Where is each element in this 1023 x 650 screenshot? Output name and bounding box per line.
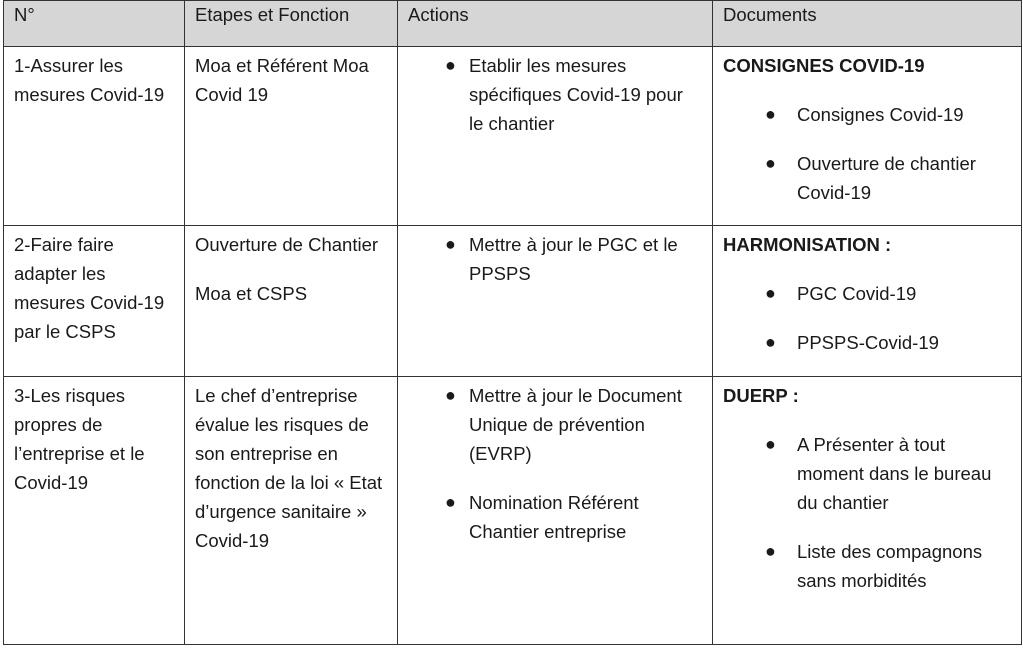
etape-text: Le chef d’entreprise évalue les risques de son entreprise en fonction de la loi « Etat d’urgence sanitaire » Covid-19 — [195, 385, 383, 551]
documents-list — [723, 100, 1011, 207]
list-item — [723, 430, 1011, 517]
document-text: Ouverture de chantier Covid-19 — [797, 153, 976, 203]
action-text: Nomination Référent Chantier entreprise — [469, 492, 639, 542]
list-item — [408, 230, 702, 288]
cell-etapes — [185, 226, 398, 377]
list-item — [723, 537, 1011, 595]
documents-heading: DUERP : — [723, 385, 799, 406]
row-num-text: 2-Faire faire adapter les mesures Covid-19 par le CSPS — [14, 234, 165, 342]
list-item — [408, 381, 702, 468]
bullet-icon: ● — [445, 492, 456, 512]
table-row — [4, 377, 1022, 645]
cell-documents — [713, 47, 1022, 226]
procedure-table — [3, 0, 1022, 645]
bullet-icon: ● — [765, 332, 776, 352]
documents-heading: CONSIGNES COVID-19 — [723, 55, 925, 76]
document-text: PPSPS-Covid-19 — [797, 332, 939, 353]
etape-text: Moa et CSPS — [195, 283, 308, 304]
bullet-icon: ● — [765, 434, 776, 454]
cell-documents — [713, 377, 1022, 645]
document-text: Consignes Covid-19 — [797, 104, 964, 125]
actions-list — [408, 51, 702, 138]
cell-etapes — [185, 47, 398, 226]
cell-num — [4, 377, 185, 645]
list-item — [408, 488, 702, 546]
list-item — [723, 149, 1011, 207]
cell-num — [4, 226, 185, 377]
bullet-icon: ● — [445, 55, 456, 75]
header-actions: Actions — [398, 1, 713, 47]
cell-etapes — [185, 377, 398, 645]
row-num-text: 1-Assurer les mesures Covid-19 — [14, 55, 165, 105]
list-item — [723, 279, 1011, 308]
cell-actions — [398, 377, 713, 645]
header-etapes: Etapes et Fonction — [185, 1, 398, 47]
list-item — [723, 100, 1011, 129]
bullet-icon: ● — [445, 385, 456, 405]
action-text: Mettre à jour le PGC et le PPSPS — [469, 234, 678, 284]
actions-list — [408, 381, 702, 546]
cell-actions — [398, 47, 713, 226]
header-num: N° — [4, 1, 185, 47]
document-text: PGC Covid-19 — [797, 283, 917, 304]
bullet-icon: ● — [765, 283, 776, 303]
bullet-icon: ● — [765, 153, 776, 173]
etape-text: Moa et Référent Moa Covid 19 — [195, 55, 369, 105]
document-text: A Présenter à tout moment dans le bureau du chantier — [797, 434, 992, 513]
header-documents: Documents — [713, 1, 1022, 47]
documents-heading: HARMONISATION : — [723, 234, 892, 255]
etape-text: Ouverture de Chantier — [195, 234, 379, 255]
actions-list — [408, 230, 702, 288]
bullet-icon: ● — [765, 541, 776, 561]
action-text: Mettre à jour le Document Unique de prévention (EVRP) — [469, 385, 682, 464]
header-row — [4, 1, 1022, 47]
action-text: Etablir les mesures spécifiques Covid-19 pour le chantier — [469, 55, 683, 134]
bullet-icon: ● — [445, 234, 456, 254]
row-num-text: 3-Les risques propres de l’entreprise et le Covid-19 — [14, 385, 145, 493]
table-row — [4, 47, 1022, 226]
list-item — [408, 51, 702, 138]
cell-actions — [398, 226, 713, 377]
table-row — [4, 226, 1022, 377]
list-item — [723, 328, 1011, 357]
documents-list — [723, 430, 1011, 595]
document-text: Liste des compagnons sans morbidités — [797, 541, 983, 591]
cell-num — [4, 47, 185, 226]
cell-documents — [713, 226, 1022, 377]
bullet-icon: ● — [765, 104, 776, 124]
documents-list — [723, 279, 1011, 357]
